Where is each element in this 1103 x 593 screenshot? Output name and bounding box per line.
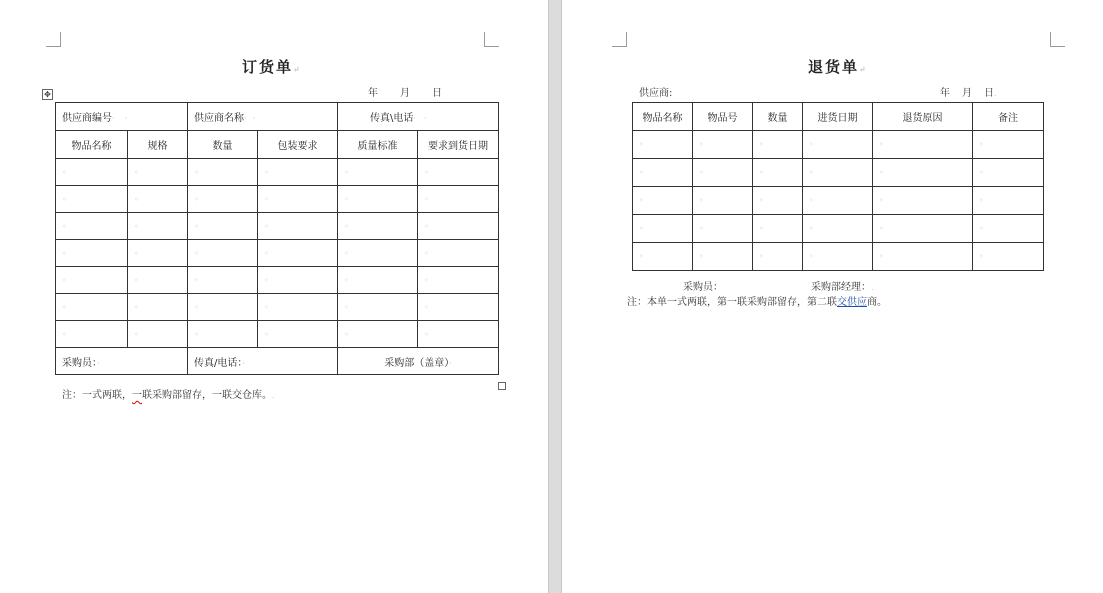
header-row [56, 131, 499, 159]
table-cell[interactable]: ◦ [753, 131, 803, 159]
order-note: 注：一式两联，一联采购部留存，一联交仓库。. [62, 390, 275, 401]
crop-mark [484, 32, 499, 47]
table-cell[interactable]: ◦ [258, 267, 338, 294]
table-cell[interactable]: ◦ [753, 187, 803, 215]
fax-phone-cell[interactable]: 传真\电话· · [338, 103, 499, 131]
table-cell[interactable]: ◦ [873, 215, 973, 243]
table-move-handle[interactable]: ✥ [42, 89, 53, 100]
return-supplier-label: 供应商: [639, 88, 673, 99]
header-cell: 备注 [973, 103, 1044, 131]
table-cell[interactable]: ◦ [258, 240, 338, 267]
return-buyer-label: 采购员： [683, 282, 723, 293]
table-cell[interactable]: ◦ [128, 321, 188, 348]
table-cell[interactable]: ◦ [128, 186, 188, 213]
table-cell[interactable]: ◦ [128, 159, 188, 186]
table-cell[interactable]: ◦ [188, 186, 258, 213]
page-gap [548, 0, 562, 593]
page-return [562, 0, 1103, 593]
return-manager-label: 采购部经理：. [811, 282, 874, 293]
supplier-name-cell[interactable]: 供应商名称· · [188, 103, 338, 131]
table-row [633, 131, 1044, 159]
header-cell: 质量标准 [338, 131, 418, 159]
table-cell[interactable]: ◦ [418, 294, 499, 321]
crop-mark [612, 32, 627, 47]
table-cell[interactable]: ◦ [873, 131, 973, 159]
table-cell[interactable]: ◦ [633, 131, 693, 159]
table-cell[interactable]: ◦ [633, 159, 693, 187]
table-cell[interactable]: ◦ [693, 187, 753, 215]
table-row [56, 321, 499, 348]
table-cell[interactable]: ◦ [803, 215, 873, 243]
table-cell[interactable]: ◦ [873, 159, 973, 187]
table-cell[interactable]: ◦ [338, 240, 418, 267]
table-cell[interactable]: ◦ [973, 159, 1044, 187]
order-table [55, 102, 499, 375]
table-cell[interactable]: ◦ [56, 159, 128, 186]
table-row [56, 267, 499, 294]
header-cell: 退货原因 [873, 103, 973, 131]
table-cell[interactable]: ◦ [973, 131, 1044, 159]
table-cell[interactable]: ◦ [56, 321, 128, 348]
table-cell[interactable]: ◦ [753, 243, 803, 271]
table-resize-handle[interactable] [498, 382, 506, 390]
table-cell[interactable]: ◦ [693, 159, 753, 187]
order-title: 订货单↵ [242, 58, 302, 76]
table-row [56, 186, 499, 213]
header-cell: 数量 [753, 103, 803, 131]
table-cell[interactable]: ◦ [338, 186, 418, 213]
table-row [56, 159, 499, 186]
order-date-line: 年 月 日 [368, 88, 442, 99]
table-cell[interactable]: ◦ [873, 243, 973, 271]
header-cell: 规格 [128, 131, 188, 159]
table-cell[interactable]: ◦ [56, 240, 128, 267]
table-cell[interactable]: ◦ [418, 267, 499, 294]
header-cell: 要求到货日期 [418, 131, 499, 159]
table-cell[interactable]: ◦ [973, 243, 1044, 271]
table-cell[interactable]: ◦ [56, 294, 128, 321]
return-note: 注：本单一式两联，第一联采购部留存，第二联交供应商。 [627, 297, 887, 308]
table-row [56, 240, 499, 267]
table-cell[interactable]: ◦ [633, 187, 693, 215]
table-cell[interactable]: ◦ [258, 159, 338, 186]
table-row [633, 215, 1044, 243]
table-row [56, 213, 499, 240]
table-cell[interactable]: ◦ [803, 131, 873, 159]
crop-mark [46, 32, 61, 47]
table-cell[interactable]: ◦ [973, 215, 1044, 243]
table-cell[interactable]: ◦ [188, 213, 258, 240]
table-cell[interactable]: ◦ [338, 213, 418, 240]
table-cell[interactable]: ◦ [633, 215, 693, 243]
buyer-cell[interactable]: 采购员：· [56, 348, 188, 375]
footer-row [56, 348, 499, 375]
table-cell[interactable]: ◦ [418, 213, 499, 240]
table-cell[interactable]: ◦ [128, 240, 188, 267]
table-cell[interactable]: ◦ [188, 240, 258, 267]
supplier-row [56, 103, 499, 131]
table-cell[interactable]: ◦ [418, 186, 499, 213]
table-cell[interactable]: ◦ [128, 213, 188, 240]
table-cell[interactable]: ◦ [753, 215, 803, 243]
table-cell[interactable]: ◦ [693, 131, 753, 159]
table-cell[interactable]: ◦ [873, 187, 973, 215]
return-title: 退货单↵ [808, 58, 868, 76]
table-cell[interactable]: ◦ [803, 187, 873, 215]
supplier-no-cell[interactable]: 供应商编号· · [56, 103, 188, 131]
table-cell[interactable]: ◦ [258, 186, 338, 213]
fax-phone-footer-cell[interactable]: 传真/电话：· [188, 348, 338, 375]
table-cell[interactable]: ◦ [188, 321, 258, 348]
header-cell: 物品号 [693, 103, 753, 131]
table-cell[interactable]: ◦ [418, 240, 499, 267]
table-cell[interactable]: ◦ [338, 159, 418, 186]
table-row [633, 187, 1044, 215]
table-cell[interactable]: ◦ [973, 187, 1044, 215]
table-row [56, 294, 499, 321]
page-order [0, 0, 548, 593]
table-cell[interactable]: ◦ [803, 159, 873, 187]
header-cell: 数量 [188, 131, 258, 159]
table-cell[interactable]: ◦ [188, 267, 258, 294]
dept-stamp-cell[interactable]: 采购部（盖章）· [338, 348, 499, 375]
table-cell[interactable]: ◦ [128, 294, 188, 321]
table-cell[interactable]: ◦ [56, 213, 128, 240]
table-row [633, 243, 1044, 271]
table-cell[interactable]: ◦ [56, 186, 128, 213]
table-cell[interactable]: ◦ [338, 294, 418, 321]
table-cell[interactable]: ◦ [753, 159, 803, 187]
table-cell[interactable]: ◦ [803, 243, 873, 271]
return-note-link[interactable]: 交供应 [837, 297, 867, 308]
table-cell[interactable]: ◦ [338, 321, 418, 348]
return-table [632, 102, 1044, 271]
table-cell[interactable]: ◦ [188, 294, 258, 321]
table-cell[interactable]: ◦ [258, 321, 338, 348]
table-cell[interactable]: ◦ [188, 159, 258, 186]
header-cell: 物品名称 [56, 131, 128, 159]
table-cell[interactable]: ◦ [633, 243, 693, 271]
header-cell: 包装要求 [258, 131, 338, 159]
header-cell: 物品名称 [633, 103, 693, 131]
table-cell[interactable]: ◦ [258, 213, 338, 240]
table-cell[interactable]: ◦ [338, 267, 418, 294]
table-cell[interactable]: ◦ [418, 159, 499, 186]
table-cell[interactable]: ◦ [128, 267, 188, 294]
table-row [633, 159, 1044, 187]
header-row [633, 103, 1044, 131]
header-cell: 进货日期 [803, 103, 873, 131]
table-cell[interactable]: ◦ [693, 215, 753, 243]
return-date-line: 年 月 日. [940, 88, 997, 99]
crop-mark [1050, 32, 1065, 47]
table-cell[interactable]: ◦ [693, 243, 753, 271]
table-cell[interactable]: ◦ [258, 294, 338, 321]
table-cell[interactable]: ◦ [56, 267, 128, 294]
table-cell[interactable]: ◦ [418, 321, 499, 348]
